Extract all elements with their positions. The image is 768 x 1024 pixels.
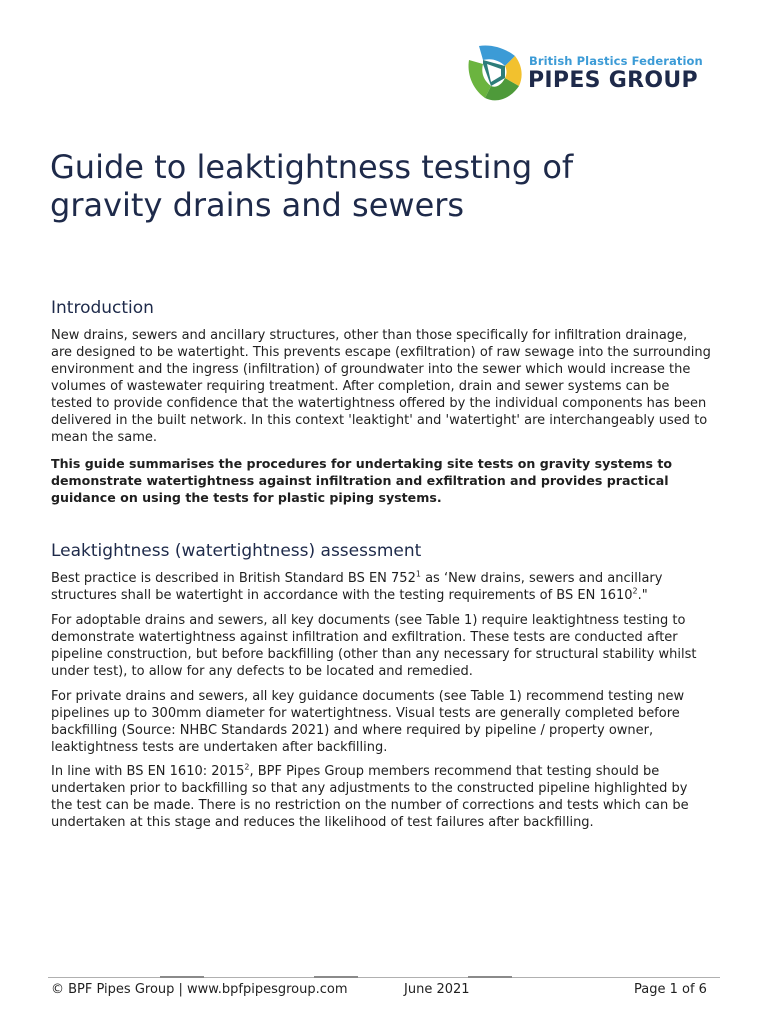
title-line-1: Guide to leaktightness testing of (50, 148, 574, 186)
bpf-pipes-group-logo (465, 42, 725, 104)
best-practice-text-b: as ‘New drains, sewers and ancillary structures shall be watertight in accordance with the testing requirements of BS EN 1610 (51, 571, 663, 603)
footnote-ref-2: 2 (632, 586, 638, 596)
footer-divider-accent (468, 976, 512, 978)
adoptable-drains-paragraph: For adoptable drains and sewers, all key documents (see Table 1) require leaktightness testing to demonstrate watertightness against infiltration and exfiltration. These tests are conducted after pipeline construction, but before backfilling (other than any necessary for structural stability whilst under test), to allow for any defects to be located and remedied. (51, 613, 697, 679)
pipes-group-logo-icon (465, 42, 525, 104)
introduction-paragraph: New drains, sewers and ancillary structures, other than those specifically for infiltration drainage, are designed to be watertight. This prevents escape (exfiltration) of raw sewage into the surrounding environment and the ingress (infiltration) of groundwater into the sewer which would increase the volumes of wastewater requiring treatment. After completion, drain and sewer systems can be tested to provide confidence that the watertightness offered by the individual components has been delivered in the built network. In this context 'leaktight' and 'watertight' are interchangeably used to mean the same. (51, 328, 711, 445)
document-title (50, 148, 690, 224)
best-practice-text-c: ." (637, 588, 648, 603)
footer-page-number: Page 1 of 6 (634, 982, 707, 997)
private-drains-paragraph: For private drains and sewers, all key guidance documents (see Table 1) recommend testing new pipelines up to 300mm diameter for watertightness. Visual tests are generally completed before backfilling (Source: NHBC Standards 2021) and where required by pipeline / property owner, leaktightness tests are undertaken after backfilling. (51, 689, 685, 755)
footnote-ref-1: 1 (415, 569, 421, 579)
bs-en-text-a: In line with BS EN 1610: 2015 (51, 764, 245, 779)
bs-en-text-b: , BPF Pipes Group members recommend that testing should be undertaken prior to backfilling so that any adjustments to the constructed pipeline highlighted by the test can be made. There is no restriction on the number of corrections and tests which can be undertaken at this stage and reduces the likelihood of test failures after backfilling. (51, 764, 689, 830)
title-line-2: gravity drains and sewers (50, 186, 465, 224)
footer-divider (48, 977, 720, 978)
logo-group-text: PIPES GROUP (528, 68, 698, 93)
best-practice-text-a: Best practice is described in British Standard BS EN 752 (51, 571, 416, 586)
footer-copyright: © BPF Pipes Group | www.bpfpipesgroup.com (51, 982, 348, 997)
logo-federation-text: British Plastics Federation (529, 54, 703, 68)
bs-en-1610-paragraph (51, 763, 711, 831)
footer-divider-accent (314, 976, 358, 978)
introduction-heading: Introduction (51, 298, 154, 318)
footnote-ref-3: 2 (244, 762, 250, 772)
guide-summary-paragraph: This guide summarises the procedures for undertaking site tests on gravity systems to demonstrate watertightness against infiltration and exfiltration and provides practical guidance on using the tests for plastic piping systems. (51, 456, 673, 505)
footer-divider-accent (160, 976, 204, 978)
assessment-heading: Leaktightness (watertightness) assessment (51, 541, 422, 561)
footer-date: June 2021 (404, 982, 470, 997)
best-practice-paragraph (51, 570, 711, 604)
